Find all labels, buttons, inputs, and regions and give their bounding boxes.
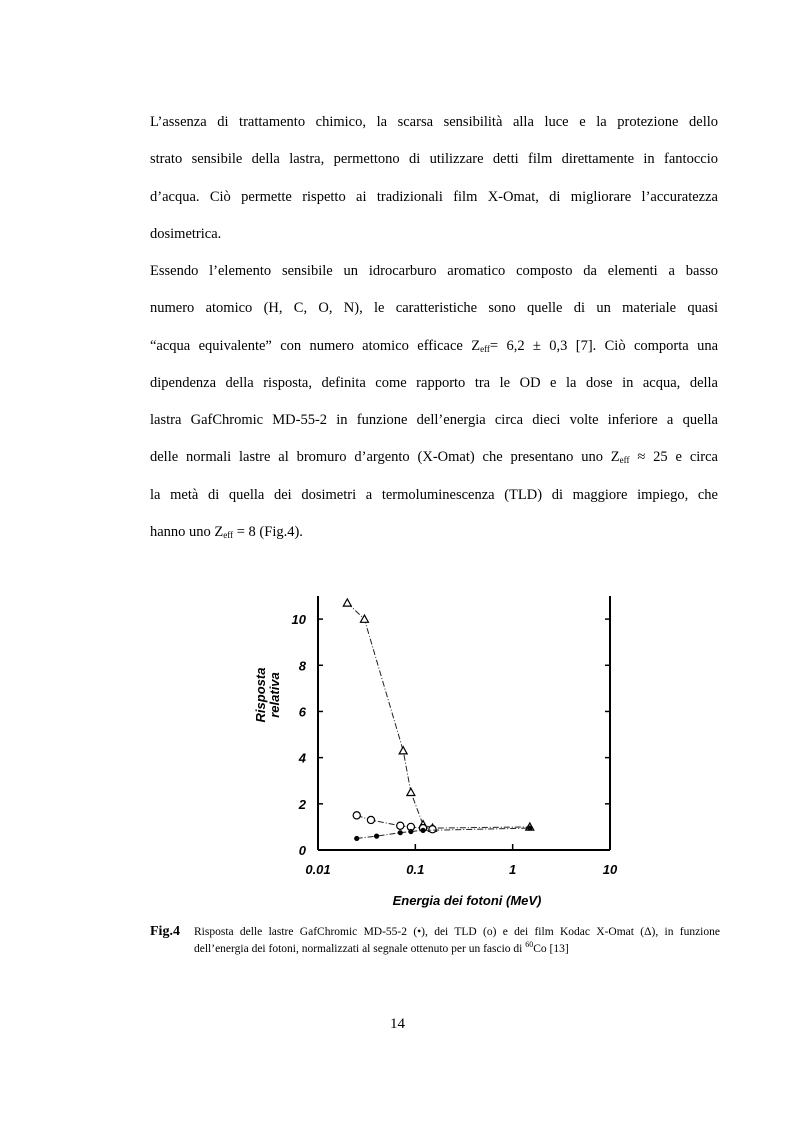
- caption-text-b: Co [13]: [533, 943, 569, 955]
- circle-marker: [367, 816, 374, 823]
- y-axis-label-line1: Risposta: [253, 667, 268, 723]
- triangle-marker: [399, 747, 407, 754]
- y-tick-label: 8: [298, 658, 306, 674]
- x-tick-label: 10: [602, 862, 618, 877]
- y-axis-label-line2: relativa: [267, 672, 282, 718]
- text-line: dosimetrica.: [150, 225, 222, 242]
- chart-series: [343, 599, 534, 841]
- triangle-marker: [343, 599, 351, 606]
- text-fragment: “acqua equivalente” con numero atomico efficace Z: [150, 337, 481, 354]
- dot-marker: [374, 834, 379, 839]
- text-line: numero atomico (H, C, O, N), le caratteristiche sono quelle di un materiale quasi: [150, 300, 718, 317]
- x-tick-label: 1: [509, 862, 517, 877]
- text-line: la metà di quella dei dosimetri a termoluminescenza (TLD) di maggiore impiego, che: [150, 486, 718, 503]
- caption-text-a: Risposta delle lastre GafChromic MD-55-2 (•), dei TLD (o) e dei film Kodac X-Omat (Δ), in funzione dell’energia dei fotoni, normalizzati al segnale ottenuto per un fascio di: [194, 926, 720, 955]
- paragraph-2: [150, 253, 718, 551]
- text-line: lastra GafChromic MD-55-2 in funzione dell’energia circa dieci volte inferiore a quella: [150, 412, 718, 429]
- text-line: dipendenza della risposta, definita come rapporto tra le OD e la dose in acqua, della: [150, 374, 718, 391]
- series-line-dot: [357, 828, 530, 838]
- text-fragment: hanno uno Z: [150, 524, 224, 541]
- dot-marker: [354, 836, 359, 841]
- caption-label: Fig.4: [150, 924, 180, 939]
- text-line: strato sensibile della lastra, permettono di utilizzare detti film direttamente in fantoccio: [150, 151, 718, 168]
- x-tick-label: 0.1: [406, 862, 425, 877]
- series-line-triangle: [347, 603, 530, 828]
- text-fragment: ≈ 25 e circa: [629, 449, 718, 466]
- text-line: Essendo l’elemento sensibile un idrocarburo aromatico composto da elementi a basso: [150, 263, 718, 279]
- response-chart: [225, 580, 645, 910]
- caption-text: [194, 924, 720, 958]
- text-line: [150, 439, 718, 476]
- circle-marker: [397, 822, 404, 829]
- text-fragment: delle normali lastre al bromuro d’argento (X-Omat) che presentano uno Z: [150, 449, 620, 466]
- text-fragment: = 6,2 ± 0,3 [7]. Ciò comporta una: [489, 337, 718, 354]
- dot-marker: [527, 825, 532, 830]
- text-line: d’acqua. Ciò permette rispetto ai tradizionali film X-Omat, di migliorare l’accuratezza: [150, 188, 718, 205]
- caption-sup: 60: [525, 940, 534, 949]
- text-fragment: = 8 (Fig.4).: [233, 524, 303, 541]
- dot-marker: [398, 830, 403, 835]
- paragraph-1: [150, 104, 718, 253]
- x-axis-label: Energia dei fotoni (MeV): [392, 893, 542, 908]
- subscript: eff: [480, 343, 490, 354]
- y-tick-label: 0: [298, 843, 306, 858]
- subscript: eff: [619, 455, 630, 466]
- page-number: 14: [390, 1016, 405, 1032]
- y-axis-label-group: [253, 668, 282, 723]
- subscript: eff: [223, 530, 234, 541]
- y-tick-label: 6: [298, 704, 306, 720]
- y-tick-label: 10: [291, 612, 306, 628]
- y-tick-label: 4: [298, 750, 306, 766]
- circle-marker: [353, 812, 360, 819]
- text-line: [150, 514, 718, 551]
- text-line: L’assenza di trattamento chimico, la scarsa sensibilità alla luce e la protezione dello: [150, 114, 718, 130]
- dot-marker: [420, 828, 425, 833]
- dot-marker: [408, 829, 413, 834]
- y-tick-label: 2: [298, 796, 306, 812]
- chart-axes: [318, 596, 610, 850]
- circle-marker: [429, 826, 436, 833]
- figure-caption: [150, 924, 720, 958]
- text-line: [150, 328, 718, 365]
- chart-ticks: [292, 612, 618, 877]
- x-tick-label: 0.01: [305, 862, 331, 877]
- triangle-marker: [407, 788, 415, 795]
